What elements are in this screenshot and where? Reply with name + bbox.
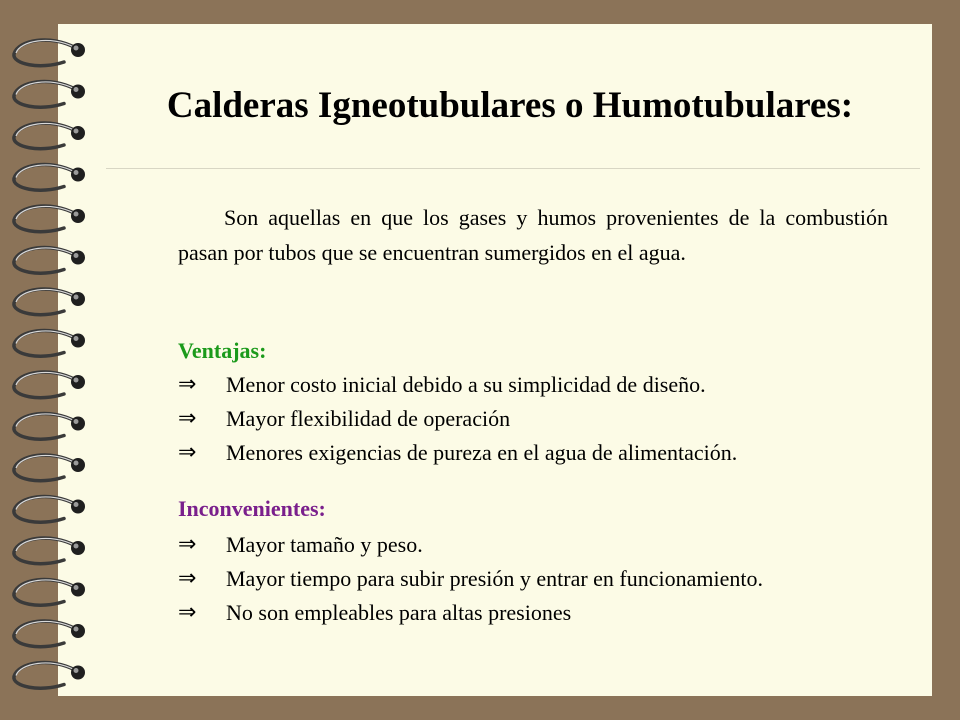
spiral-ring bbox=[14, 331, 85, 357]
double-right-arrow-icon: ⇒ bbox=[178, 372, 197, 397]
double-right-arrow-icon: ⇒ bbox=[178, 600, 197, 625]
list-item-text: Mayor tamaño y peso. bbox=[226, 532, 423, 557]
title-divider bbox=[106, 168, 920, 169]
spiral-ring bbox=[14, 165, 85, 191]
inconvenientes-list bbox=[178, 528, 763, 630]
list-item bbox=[178, 402, 737, 436]
spiral-ring bbox=[14, 206, 85, 232]
spiral-ring bbox=[14, 663, 85, 689]
double-right-arrow-icon: ⇒ bbox=[178, 406, 197, 431]
list-item bbox=[178, 368, 737, 402]
spiral-ring bbox=[14, 580, 85, 606]
ventajas-list bbox=[178, 368, 737, 470]
list-item-text: No son empleables para altas presiones bbox=[226, 600, 572, 625]
inconvenientes-heading: Inconvenientes: bbox=[178, 496, 326, 521]
list-item bbox=[178, 436, 737, 470]
double-right-arrow-icon: ⇒ bbox=[178, 532, 197, 557]
page-title: Calderas Igneotubulares o Humotubulares: bbox=[166, 85, 854, 126]
spiral-ring bbox=[14, 248, 85, 274]
double-right-arrow-icon: ⇒ bbox=[178, 566, 197, 591]
spiral-ring bbox=[14, 538, 85, 564]
list-item-text: Mayor tiempo para subir presión y entrar en funcionamiento. bbox=[226, 566, 764, 591]
list-item bbox=[178, 562, 763, 596]
spiral-ring bbox=[14, 414, 85, 440]
spiral-ring bbox=[14, 455, 85, 481]
spiral-ring bbox=[14, 289, 85, 315]
list-item-text: Menor costo inicial debido a su simplicidad de diseño. bbox=[226, 372, 706, 397]
intro-text: Son aquellas en que los gases y humos provenientes de la combustión pasan por tubos que se encuentran sumergidos en el agua. bbox=[178, 205, 888, 265]
spiral-ring bbox=[14, 40, 85, 66]
spiral-ring bbox=[14, 497, 85, 523]
list-item bbox=[178, 528, 763, 562]
list-item-text: Menores exigencias de pureza en el agua de alimentación. bbox=[226, 440, 738, 465]
list-item-text: Mayor flexibilidad de operación bbox=[226, 406, 511, 431]
spiral-ring bbox=[14, 372, 85, 398]
spiral-ring bbox=[14, 621, 85, 647]
list-item bbox=[178, 596, 763, 630]
double-right-arrow-icon: ⇒ bbox=[178, 440, 197, 465]
intro-paragraph bbox=[178, 200, 888, 270]
ventajas-heading: Ventajas: bbox=[178, 338, 267, 363]
